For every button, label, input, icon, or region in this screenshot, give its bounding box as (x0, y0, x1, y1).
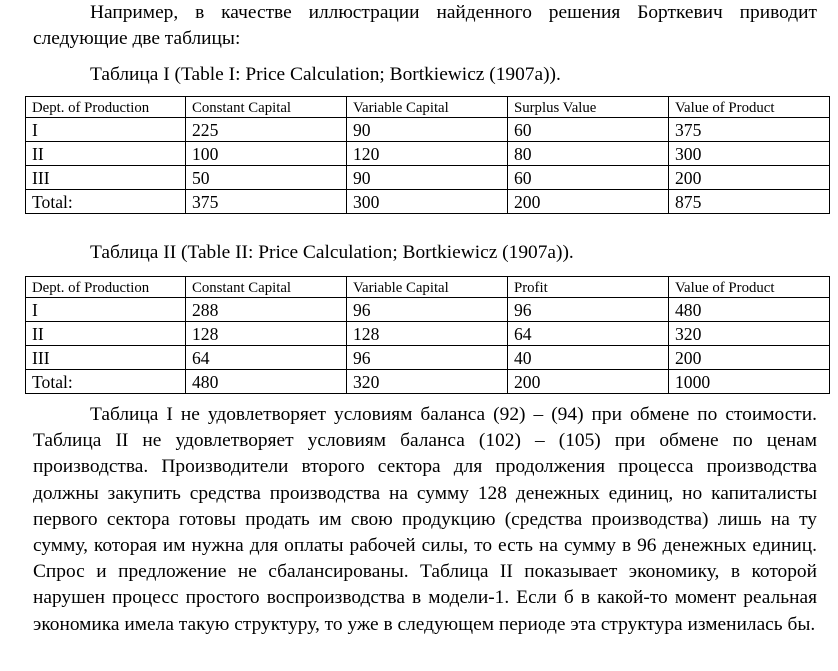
table2-cell: 64 (186, 346, 347, 370)
table1-row (26, 118, 830, 142)
table1-cell: 120 (347, 142, 508, 166)
table2-header-cell: Constant Capital (186, 277, 347, 298)
table2-cell: II (26, 322, 186, 346)
table1-caption: Таблица I (Table I: Price Calculation; Bortkiewicz (1907a)). (90, 64, 561, 85)
table1-cell: III (26, 166, 186, 190)
table2-cell: 128 (347, 322, 508, 346)
table2-cell: 288 (186, 298, 347, 322)
table1-cell: 300 (347, 190, 508, 214)
table1-cell: 225 (186, 118, 347, 142)
table1-cell: 100 (186, 142, 347, 166)
table2-cell: 320 (347, 370, 508, 394)
table1-cell: 375 (186, 190, 347, 214)
table1-header-cell: Dept. of Production (26, 97, 186, 118)
table2-cell: Total: (26, 370, 186, 394)
table2-cell: 96 (508, 298, 669, 322)
table1-cell: 60 (508, 166, 669, 190)
table2-cell: 96 (347, 346, 508, 370)
table2-header-cell: Variable Capital (347, 277, 508, 298)
table1-header-cell: Surplus Value (508, 97, 669, 118)
table1-header-cell: Constant Capital (186, 97, 347, 118)
table1-cell: Total: (26, 190, 186, 214)
table1-total-row (26, 190, 830, 214)
table2-cell: 64 (508, 322, 669, 346)
table2-cell: 480 (669, 298, 830, 322)
table1-cell: 90 (347, 166, 508, 190)
table2-header-cell: Value of Product (669, 277, 830, 298)
table2-row (26, 322, 830, 346)
table2-cell: 320 (669, 322, 830, 346)
table2-cell: 480 (186, 370, 347, 394)
table2-caption: Таблица II (Table II: Price Calculation; Bortkiewicz (1907a)). (90, 242, 574, 263)
table1-cell: 80 (508, 142, 669, 166)
table1-row (26, 166, 830, 190)
table1-cell: 90 (347, 118, 508, 142)
table2-header-row (26, 277, 830, 298)
table2-cell: 96 (347, 298, 508, 322)
table2-cell: 40 (508, 346, 669, 370)
table2-cell: I (26, 298, 186, 322)
table2-cell: 1000 (669, 370, 830, 394)
table2-row (26, 298, 830, 322)
table1-cell: II (26, 142, 186, 166)
table2-cell: III (26, 346, 186, 370)
table2-cell: 200 (669, 346, 830, 370)
table1-cell: 50 (186, 166, 347, 190)
table1-header-row (26, 97, 830, 118)
table2-header-cell: Dept. of Production (26, 277, 186, 298)
body-paragraph: Таблица I не удовлетворяет условиям баланса (92) – (94) при обмене по стоимости. Таблица II не удовлетворяет условиям баланса (102) – (105) при обмене по ценам производства. Производители второго сектора для продолжения процесса производства должны закупить средства производства на сумму 128 денежных единиц, но капиталисты первого сектора готовы продать им свою продукцию (средства производства) лишь на ту сумму, которая им нужна для оплаты рабочей силы, то есть на сумму в 96 денежных единиц. Спрос и предложение не сбалансированы. Таблица II показывает экономику, в которой нарушен процесс простого воспроизводства в модели-1. Если б в какой-то момент реальная экономика имела такую структуру, то уже в следующем периоде эта структура изменилась бы. (33, 404, 817, 635)
table1-row (26, 142, 830, 166)
table2-total-row (26, 370, 830, 394)
table1-cell: 300 (669, 142, 830, 166)
table1-header-cell: Variable Capital (347, 97, 508, 118)
table1-cell: 60 (508, 118, 669, 142)
table1 (25, 96, 830, 214)
table1-cell: 875 (669, 190, 830, 214)
table2-cell: 200 (508, 370, 669, 394)
table2-row (26, 346, 830, 370)
intro-paragraph: Например, в качестве иллюстрации найденного решения Борткевич приводит следующие две таблицы: (33, 2, 817, 50)
table1-cell: 200 (508, 190, 669, 214)
table2 (25, 276, 830, 394)
table1-cell: 200 (669, 166, 830, 190)
table2-header-cell: Profit (508, 277, 669, 298)
table1-cell: 375 (669, 118, 830, 142)
table2-cell: 128 (186, 322, 347, 346)
table1-header-cell: Value of Product (669, 97, 830, 118)
table1-cell: I (26, 118, 186, 142)
